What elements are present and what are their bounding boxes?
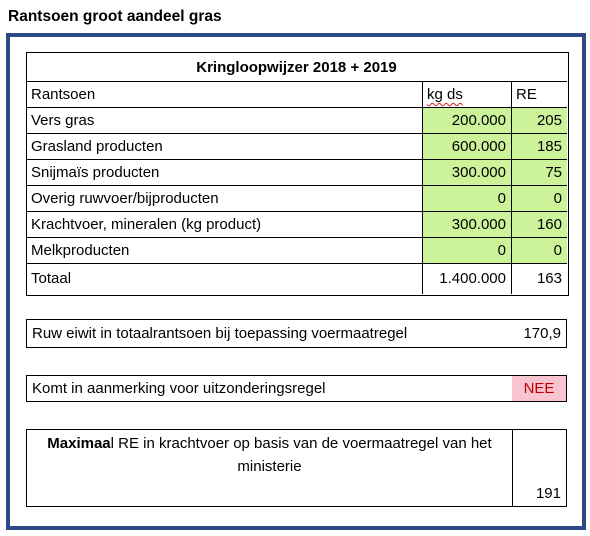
maximaal-label-text	[35, 433, 504, 478]
column-header-re: RE	[516, 86, 537, 103]
row-kg-ds: 200.000	[422, 107, 511, 133]
row-re: 160	[511, 211, 567, 237]
row-re: 0	[511, 185, 567, 211]
row-kg-ds: 600.000	[422, 133, 511, 159]
row-label: Snijmaïs producten	[31, 163, 160, 181]
row-re: 185	[511, 133, 567, 159]
ruw-eiwit-value: 170,9	[523, 325, 561, 342]
total-kg-ds: 1.400.000	[439, 270, 506, 287]
column-header-kg-ds	[422, 82, 511, 107]
column-header-kg-ds-text: kg ds	[427, 86, 463, 103]
row-label: Overig ruwvoer/bijproducten	[31, 189, 219, 207]
uitzondering-value: NEE	[512, 376, 566, 401]
page-heading: Rantsoen groot aandeel gras	[8, 8, 222, 25]
maximaal-value: 191	[535, 484, 561, 502]
ration-table	[26, 52, 567, 294]
table-title: Kringloopwijzer 2018 + 2019	[196, 58, 397, 76]
row-label: Melkproducten	[31, 241, 130, 259]
row-label: Krachtvoer, mineralen (kg product)	[31, 215, 262, 233]
row-kg-ds: 0	[422, 185, 511, 211]
row-re: 0	[511, 237, 567, 263]
row-label: Grasland producten	[31, 137, 163, 155]
maximaal-box	[26, 429, 567, 507]
row-re: 205	[511, 107, 567, 133]
row-kg-ds: 300.000	[422, 159, 511, 185]
ruw-eiwit-label: Ruw eiwit in totaalrantsoen bij toepassing voermaatregel	[32, 325, 408, 342]
row-re: 75	[511, 159, 567, 185]
row-kg-ds: 0	[422, 237, 511, 263]
maximaal-label	[27, 430, 512, 506]
column-header-rantsoen: Rantsoen	[31, 86, 96, 103]
maximaal-label-rest: l RE in krachtvoer op basis van de voermaatregel van het ministerie	[110, 435, 492, 475]
uitzondering-label: Komt in aanmerking voor uitzonderingsregel	[32, 380, 326, 397]
ruw-eiwit-box	[26, 319, 567, 348]
uitzondering-box	[26, 375, 567, 402]
total-label: Totaal	[31, 270, 72, 287]
row-label: Vers gras	[31, 111, 95, 129]
row-kg-ds: 300.000	[422, 211, 511, 237]
maximaal-label-bold: Maximaa	[47, 435, 111, 452]
total-re: 163	[536, 270, 562, 287]
